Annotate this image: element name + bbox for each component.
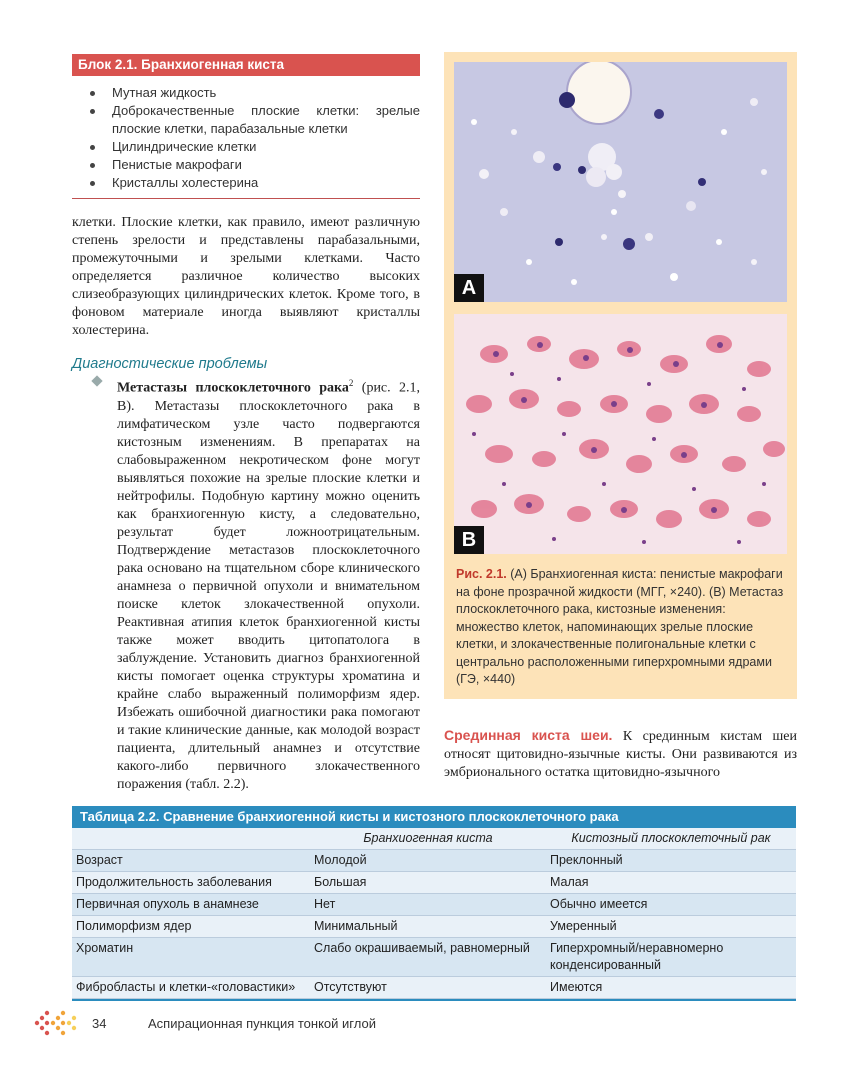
- table-cell: Малая: [546, 872, 796, 894]
- table-cell: Минимальный: [310, 916, 546, 938]
- box-2-1: [72, 54, 420, 199]
- midline-cyst-text: К срединным кистам шеи относят щитовидно-язычные кисты. Они развиваются из эмбрионального остатка щитовидно-язычного: [444, 729, 797, 780]
- micrograph-b: [454, 314, 787, 554]
- table-cell: Умеренный: [546, 916, 796, 938]
- table-cell: Возраст: [72, 850, 310, 872]
- diagnostic-item-text: (рис. 2.1, В). Метастазы плоскоклеточного рака в лимфатическом узле часто подвергаются кистозным изменениям. В препаратах на слабовыраженном некротическом фоне могут выявляться похожие на зрелые плоские клетки и нейтрофилы. Подобную картину можно оценить как бранхиогенную кисту, а следовательно, результат будет ложноотрицательным. Подтверждение метастазов плоскоклеточного рака основано на тщательном сборе клинического анамнеза о первичной опухоли и внимательном поиске клеток злокачественной опухоли. Реактивная атипия клеток бранхиогенной кисты также может вводить цитопатолога в заблуждение. Установить диагноз бранхиогенной кисты помогает оценка структуры хроматина и крайне слабо выраженный полиморфизм ядер. Избежать ошибочной диагностики рака помогают и такие клинические данные, как молодой возраст пациента, длительный анамнез и отсутствие какого-либо первичного злокачественного поражения (табл. 2.2).: [117, 380, 421, 792]
- table-title: Таблица 2.2. Сравнение бранхиогенной кисты и кистозного плоскоклеточного рака: [72, 806, 796, 828]
- figure-caption: [456, 566, 786, 689]
- box-list-item: Пенистые макрофаги: [112, 156, 420, 174]
- box-list-item: Доброкачественные плоские клетки: зрелые плоские клетки, парабазальные клетки: [112, 103, 420, 136]
- table-header-row: [72, 828, 796, 850]
- table-header-col2: Кистозный плоскоклеточный рак: [546, 828, 796, 850]
- diagnostic-item-title: Метастазы плоскоклеточного рака: [117, 380, 349, 396]
- box-list-item: Мутная жидкость: [112, 84, 420, 102]
- diagnostic-problems-heading: Диагностические проблемы: [72, 356, 268, 372]
- table-row: [72, 916, 796, 938]
- table-cell: Имеются: [546, 977, 796, 999]
- box-list-item: Кристаллы холестерина: [112, 174, 420, 192]
- chevron-arrows-icon: [34, 1010, 78, 1036]
- table-bottom-rule: [72, 999, 796, 1001]
- table-row: [72, 938, 796, 977]
- table-cell: Отсутствуют: [310, 977, 546, 999]
- table-cell: Хроматин: [72, 938, 310, 977]
- table-row: [72, 977, 796, 999]
- table-cell: Молодой: [310, 850, 546, 872]
- figure-label-b: B: [454, 526, 484, 554]
- micrograph-a-image: [454, 62, 787, 302]
- table-cell: Фибробласты и клетки-«головастики»: [72, 977, 310, 999]
- paragraph-continuation: клетки. Плоские клетки, как правило, имеют различную степень зрелости и представлены парабазальными, промежуточными и зрелыми клетками. Часто определяется различное количество высоких слизеобразующих цилиндрических клеток. Кроме того, в фоновом материале иногда выявляют кристаллы холестерина.: [72, 215, 420, 338]
- table-cell: Большая: [310, 872, 546, 894]
- box-title: Блок 2.1. Бранхиогенная киста: [72, 54, 420, 76]
- table-header-col1: Бранхиогенная киста: [310, 828, 546, 850]
- table-cell: Полиморфизм ядер: [72, 916, 310, 938]
- table-cell: Гиперхромный/неравномерно конденсированный: [546, 938, 796, 977]
- table-cell: Продолжительность заболевания: [72, 872, 310, 894]
- diamond-bullet-icon: [91, 375, 102, 386]
- table-cell: Слабо окрашиваемый, равномерный: [310, 938, 546, 977]
- page-number: 34: [92, 1016, 107, 1031]
- running-title: Аспирационная пункция тонкой иглой: [148, 1016, 376, 1031]
- table-2-2: [72, 806, 796, 1001]
- table-cell: Первичная опухоль в анамнезе: [72, 894, 310, 916]
- table-cell: Преклонный: [546, 850, 796, 872]
- table-cell: Обычно имеется: [546, 894, 796, 916]
- caption-label: Рис. 2.1.: [456, 567, 507, 581]
- micrograph-a: [454, 62, 787, 302]
- table-row: [72, 894, 796, 916]
- box-list: [72, 84, 420, 192]
- footnote-marker: 2: [348, 378, 354, 388]
- paragraph-midline-cyst: [444, 726, 797, 782]
- box-bottom-rule: [72, 198, 420, 199]
- midline-cyst-heading: Срединная киста шеи.: [444, 727, 613, 743]
- page-footer: [34, 1010, 534, 1036]
- box-list-item: Цилиндрические клетки: [112, 138, 420, 156]
- figure-label-a: A: [454, 274, 484, 302]
- table-row: [72, 850, 796, 872]
- comparison-table: [72, 828, 796, 999]
- table-cell: Нет: [310, 894, 546, 916]
- caption-text: (А) Бранхиогенная киста: пенистые макрофаги на фоне прозрачной жидкости (МГГ, ×240). (В) Метастаз плоскоклеточного рака, кистозные изменения: множество клеток, напоминающих зрелые плоские клетки, и злокачественные полигональные клетки с центрально расположенными гиперхромными ядрами (ГЭ, ×440): [456, 567, 784, 686]
- table-header-empty: [72, 828, 310, 850]
- diagnostic-item: [117, 374, 420, 794]
- table-row: [72, 872, 796, 894]
- micrograph-b-image: [454, 314, 787, 554]
